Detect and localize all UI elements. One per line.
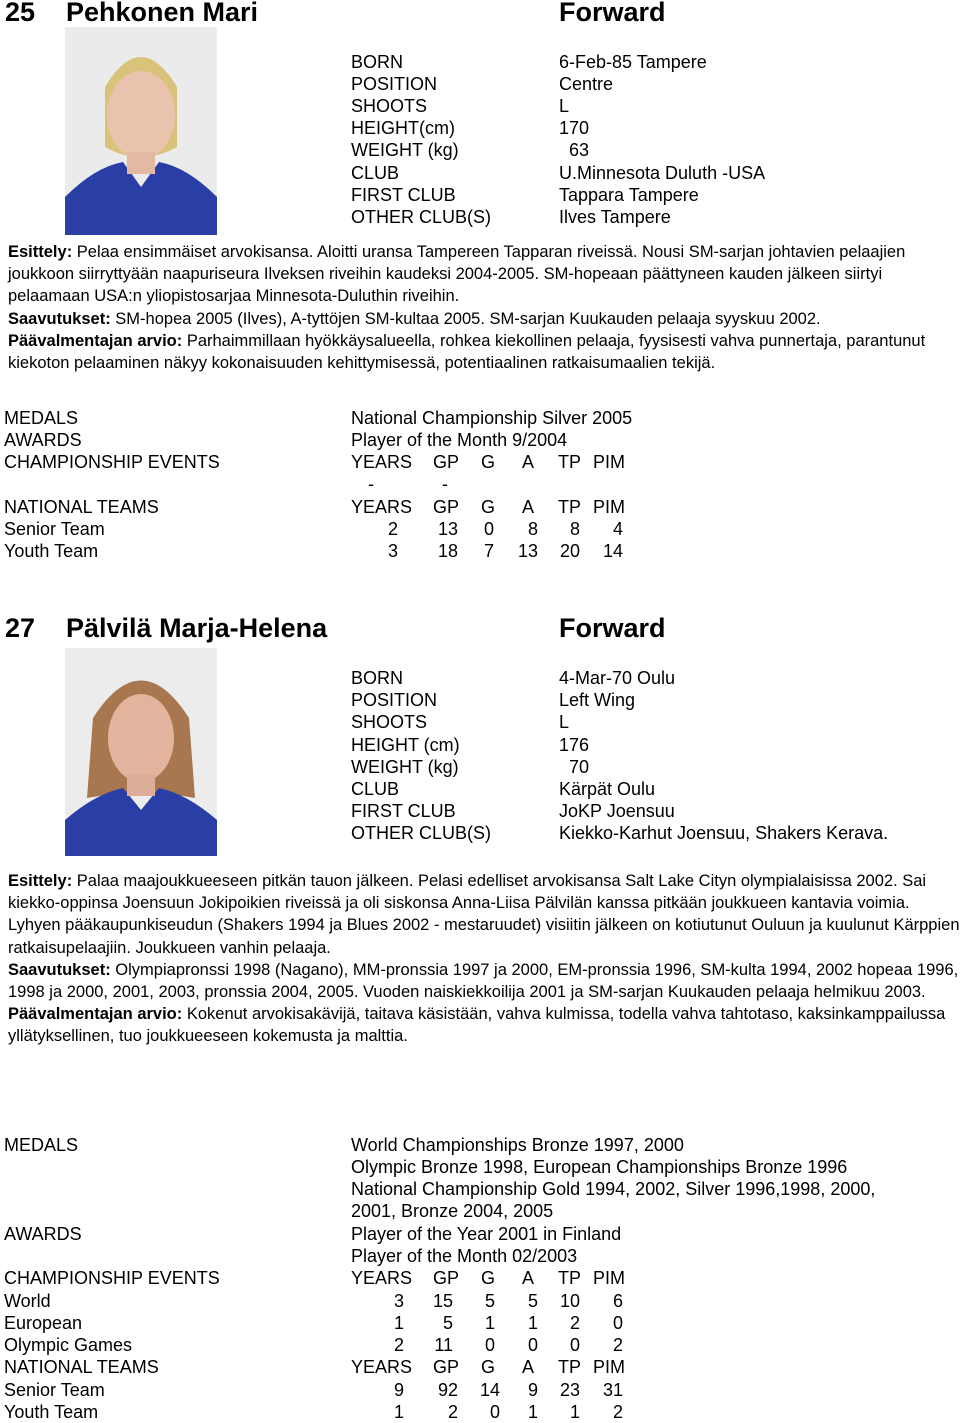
stat-header-pim: PIM (593, 1357, 626, 1377)
stat-cell: 7 (483, 541, 494, 561)
info-value-club: U.Minnesota Duluth -USA (559, 163, 766, 183)
championship-events-label: CHAMPIONSHIP EVENTS (4, 1268, 220, 1288)
stat-cell: 13 (517, 541, 538, 561)
achievements-label: Saavutukset: (8, 960, 111, 979)
info-label-first-club: FIRST CLUB (351, 185, 456, 205)
stat-cell: 0 (527, 1335, 538, 1355)
coach-assessment-label: Päävalmentajan arvio: (8, 1005, 183, 1024)
player-description (8, 870, 960, 1048)
stat-header-pim: PIM (593, 1268, 626, 1288)
stat-cell: 2 (612, 1335, 623, 1355)
stat-cell: 3 (387, 541, 398, 561)
stat-row-label: World (4, 1291, 51, 1311)
achievements-text: SM-hopea 2005 (Ilves), A-tyttöjen SM-kultaa 2005. SM-sarjan Kuukauden pelaaja syyskuu 2002. (110, 309, 821, 328)
stat-header-years: YEARS (351, 1268, 413, 1288)
medals-label: MEDALS (4, 1135, 79, 1155)
intro-label: Esittely: (8, 872, 73, 890)
stat-cell: 23 (559, 1380, 580, 1400)
stat-cell: 31 (602, 1380, 623, 1400)
stat-header-a: A (522, 1357, 535, 1377)
stat-header-years: YEARS (351, 452, 413, 472)
championship-events-label: CHAMPIONSHIP EVENTS (4, 452, 220, 472)
info-label-shoots: SHOOTS (351, 712, 428, 732)
stat-header-tp: TP (558, 1268, 582, 1288)
info-value-shoots: L (559, 96, 570, 116)
medals-label: MEDALS (4, 408, 79, 428)
awards-label: AWARDS (4, 430, 82, 450)
stat-cell: 9 (393, 1380, 404, 1400)
stat-header-tp: TP (558, 497, 582, 517)
info-value-other-clubs: Ilves Tampere (559, 207, 671, 227)
info-value-first-club: Tappara Tampere (559, 185, 699, 205)
stat-header-g: G (481, 497, 496, 517)
stat-row-label: Olympic Games (4, 1335, 133, 1355)
stat-cell: 3 (393, 1291, 404, 1311)
info-label-first-club: FIRST CLUB (351, 801, 456, 821)
stat-cell: 1 (393, 1402, 404, 1422)
stat-cell: 14 (479, 1380, 500, 1400)
awards-line: Player of the Year 2001 in Finland (351, 1224, 622, 1244)
info-value-born: 4-Mar-70 Oulu (559, 668, 676, 688)
stat-cell: 14 (602, 541, 623, 561)
coach-assessment-text: Parhaimmillaan hyökkäysalueella, rohkea kiekollinen pelaaja, fyysisesti vahva punnertaja, parantunut kiekoton pelaaminen näkyy kokonaisuuden kehittymisessä, potentiaalinen ratkaisumaalien tekijä. (8, 331, 926, 373)
info-label-other-clubs: OTHER CLUB(S) (351, 207, 492, 227)
info-label-position: POSITION (351, 690, 438, 710)
medals-line: Olympic Bronze 1998, European Championships Bronze 1996 (351, 1157, 848, 1177)
stat-cell: 5 (442, 1313, 453, 1333)
stat-cell: 0 (569, 1335, 580, 1355)
stat-header-years: YEARS (351, 1357, 413, 1377)
stat-row-label: Youth Team (4, 541, 99, 561)
stat-cell: 18 (437, 541, 458, 561)
stat-header-pim: PIM (593, 497, 626, 517)
stat-header-years: YEARS (351, 497, 413, 517)
player-number: 27 (5, 613, 36, 643)
info-label-weight: WEIGHT (kg) (351, 757, 459, 777)
stat-cell: 20 (559, 541, 580, 561)
intro-text: Palaa maajoukkueeseen pitkän tauon jälkeen. Pelasi edelliset arvokisansa Salt Lake Cityn olympialaisissa 2002. Sai kiekko-oppinsa Joensuun Jokipoikien riveissä ja oli siskonsa Anna-Liisa Pälvilän kanssa pitkään joukkueen kantavia voimia. Lyhyen pääkaupunkiseudun (Shakers 1994 ja Blues 2002 - mestaruudet) visiitin jälkeen on kotiutunut Ouluun ja kuulunut Kärppien ratkaisupelaajiin. Joukkueen vanhin pelaaja. (8, 872, 960, 957)
medals-line: National Championship Gold 1994, 2002, Silver 1996,1998, 2000, (351, 1179, 876, 1199)
stat-cell: 5 (484, 1291, 495, 1311)
info-value-height: 170 (559, 118, 590, 138)
info-label-club: CLUB (351, 163, 400, 183)
info-value-weight: 70 (559, 757, 590, 777)
stat-cell: 0 (612, 1313, 623, 1333)
stat-cell: 4 (612, 519, 623, 539)
stat-cell: 8 (527, 519, 538, 539)
info-label-club: CLUB (351, 779, 400, 799)
stat-header-g: G (481, 1268, 496, 1288)
achievements-label: Saavutukset: (8, 309, 111, 328)
stat-header-g: G (481, 1357, 496, 1377)
stat-cell: 2 (569, 1313, 580, 1333)
stat-cell: 2 (612, 1402, 623, 1422)
stat-cell: 2 (393, 1335, 404, 1355)
intro-label: Esittely: (8, 243, 73, 261)
player-number: 25 (5, 0, 36, 27)
achievements-paragraph (8, 959, 960, 1003)
stat-header-tp: TP (558, 1357, 582, 1377)
stat-cell: 13 (437, 519, 458, 539)
stat-cell: 8 (569, 519, 580, 539)
achievements-text: Olympiapronssi 1998 (Nagano), MM-pronssia 1997 ja 2000, EM-pronssia 1996, SM-kulta 1994, 2002 hopeaa 1996, 1998 ja 2000, 2001, 2003, pronssia 2004, 2005. Vuoden naiskiekkoilija 2001 ja SM-sarjan Kuukauden pelaaja helmikuu 2003. (8, 960, 959, 1002)
medals-line: National Championship Silver 2005 (351, 408, 633, 428)
info-value-club: Kärpät Oulu (559, 779, 656, 799)
intro-text: Pelaa ensimmäiset arvokisansa. Aloitti uransa Tampereen Tapparan riveissä. Nousi SM-sarjan johtavien pelaajien joukkoon siirryttyään naapuriseura Ilveksen riveihin kaudeksi 2004-2005. SM-hopeaan päättyneen kauden jälkeen siirtyi pelaamaan USA:n yliopistosarjaa Minnesota-Duluthin riveihin. (8, 243, 906, 306)
info-label-position: POSITION (351, 74, 438, 94)
player-description (8, 241, 960, 374)
stat-cell: 0 (489, 1402, 500, 1422)
info-label-weight: WEIGHT (kg) (351, 140, 459, 160)
stat-cell: 1 (527, 1402, 538, 1422)
info-value-shoots: L (559, 712, 570, 732)
coach-assessment-text: Kokenut arvokisakävijä, taitava käsistään, vahva kulmissa, todella vahva tahtotaso, kaksinkamppailussa yllätyksellinen, tuo joukkueeseen kokemusta ja malttia. (8, 1005, 946, 1046)
info-value-first-club: JoKP Joensuu (559, 801, 675, 821)
player-name: Pehkonen Mari (66, 0, 259, 27)
stat-cell: 1 (527, 1313, 538, 1333)
stat-cell: 0 (483, 519, 494, 539)
info-value-position: Centre (559, 74, 614, 94)
medals-line: 2001, Bronze 2004, 2005 (351, 1201, 554, 1221)
stat-cell: 9 (527, 1380, 538, 1400)
awards-label: AWARDS (4, 1224, 82, 1244)
stat-cell: 1 (569, 1402, 580, 1422)
stat-header-a: A (522, 1268, 535, 1288)
awards-line: Player of the Month 9/2004 (351, 430, 568, 450)
awards-line: Player of the Month 02/2003 (351, 1246, 578, 1266)
stat-cell: 2 (447, 1402, 458, 1422)
stat-header-pim: PIM (593, 452, 626, 472)
player-photo (65, 27, 217, 235)
stat-cell: 10 (559, 1291, 580, 1311)
info-label-other-clubs: OTHER CLUB(S) (351, 823, 492, 843)
stat-row-label: European (4, 1313, 83, 1333)
stat-header-gp: GP (433, 1357, 460, 1377)
stat-cell: 1 (484, 1313, 495, 1333)
info-value-born: 6-Feb-85 Tampere (559, 52, 707, 72)
player-photo (65, 648, 217, 856)
info-value-position: Left Wing (559, 690, 636, 710)
info-label-born: BORN (351, 52, 404, 72)
coach-assessment-paragraph (8, 1003, 960, 1047)
stat-header-gp: GP (433, 452, 460, 472)
info-label-height: HEIGHT (cm) (351, 735, 460, 755)
stat-header-tp: TP (558, 452, 582, 472)
info-label-born: BORN (351, 668, 404, 688)
national-teams-label: NATIONAL TEAMS (4, 1357, 159, 1377)
player-position-header: Forward (559, 0, 666, 27)
stat-row-label: Senior Team (4, 519, 105, 539)
national-teams-label: NATIONAL TEAMS (4, 497, 159, 517)
stat-header-gp: GP (433, 497, 460, 517)
stat-cell: 15 (432, 1291, 453, 1311)
achievements-paragraph (8, 308, 960, 330)
info-value-other-clubs: Kiekko-Karhut Joensuu, Shakers Kerava. (559, 823, 889, 843)
intro-paragraph (8, 870, 960, 959)
intro-paragraph (8, 241, 960, 308)
info-label-shoots: SHOOTS (351, 96, 428, 116)
stat-cell: 92 (437, 1380, 458, 1400)
coach-assessment-label: Päävalmentajan arvio: (8, 331, 183, 350)
medals-line: World Championships Bronze 1997, 2000 (351, 1135, 684, 1155)
stat-header-g: G (481, 452, 496, 472)
stat-row-label: Senior Team (4, 1380, 105, 1400)
stat-cell: 6 (612, 1291, 623, 1311)
info-label-height: HEIGHT(cm) (351, 118, 455, 138)
info-value-weight: 63 (559, 140, 590, 160)
coach-assessment-paragraph (8, 330, 960, 374)
stat-header-gp: GP (433, 1268, 460, 1288)
stat-cell: 11 (434, 1335, 453, 1355)
stat-header-a: A (522, 497, 535, 517)
stat-cell: 5 (527, 1291, 538, 1311)
info-value-height: 176 (559, 735, 590, 755)
stat-cell: - (442, 474, 448, 494)
player-position-header: Forward (559, 613, 666, 643)
stat-row-label: Youth Team (4, 1402, 99, 1422)
stat-cell: - (368, 474, 374, 494)
stat-cell: 0 (484, 1335, 495, 1355)
stat-cell: 2 (387, 519, 398, 539)
stat-header-a: A (522, 452, 535, 472)
stat-cell: 1 (393, 1313, 404, 1333)
player-name: Pälvilä Marja-Helena (66, 613, 328, 643)
